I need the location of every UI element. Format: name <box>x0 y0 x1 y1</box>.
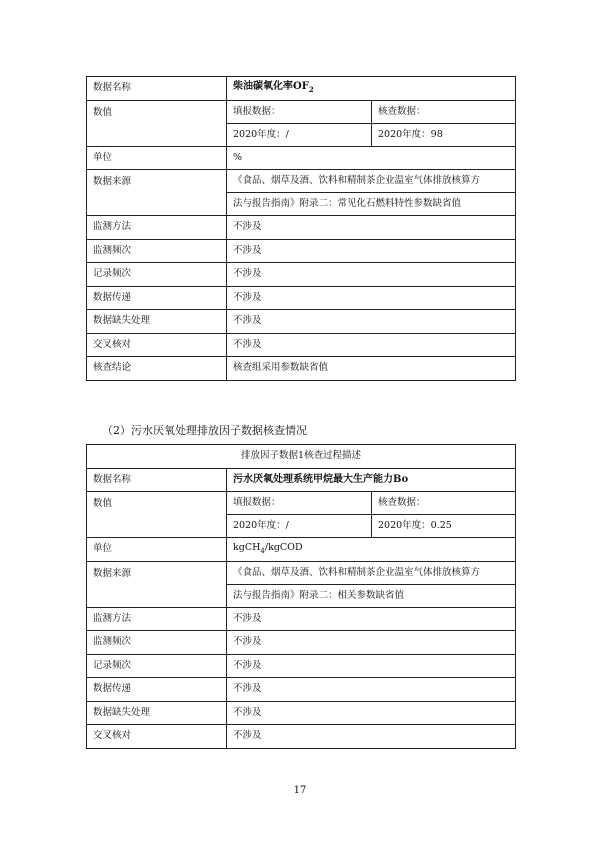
record-frequency-label: 记录频次 <box>87 263 227 287</box>
monitoring-method-label: 监测方法 <box>87 216 227 240</box>
source-label: 数据来源 <box>87 170 227 216</box>
monitoring-frequency-label: 监测频次 <box>87 239 227 263</box>
reported-data-value: 2020年度：/ <box>227 123 372 146</box>
record-frequency-value: 不涉及 <box>227 263 516 287</box>
checked-data-value: 2020年度：0.25 <box>372 515 516 538</box>
missing-data-label: 数据缺失处理 <box>87 310 227 334</box>
data-transfer-value: 不涉及 <box>227 286 516 310</box>
wastewater-factor-table <box>86 444 516 749</box>
reported-data-label: 填报数据： <box>227 492 372 515</box>
cross-check-value: 不涉及 <box>227 725 516 749</box>
checked-data-label: 核查数据： <box>372 492 516 515</box>
data-name-label: 数据名称 <box>87 468 227 492</box>
section-title: （2）污水厌氧处理排放因子数据核查情况 <box>102 424 307 437</box>
monitoring-frequency-value: 不涉及 <box>227 631 516 655</box>
checked-data-value: 2020年度：98 <box>372 123 516 146</box>
monitoring-method-value: 不涉及 <box>227 607 516 631</box>
data-name-value: 柴油碳氧化率$OF_2$ <box>227 77 516 101</box>
monitoring-method-value: 不涉及 <box>227 216 516 240</box>
conclusion-label: 核查结论 <box>87 357 227 381</box>
unit-value: kgCH$_4$/kgCOD <box>227 538 516 562</box>
missing-data-value: 不涉及 <box>227 310 516 334</box>
source-label: 数据来源 <box>87 561 227 607</box>
checked-data-label: 核查数据： <box>372 100 516 123</box>
unit-value: % <box>227 146 516 170</box>
missing-data-label: 数据缺失处理 <box>87 701 227 725</box>
data-transfer-label: 数据传递 <box>87 286 227 310</box>
reported-data-value: 2020年度：/ <box>227 515 372 538</box>
table-header: 排放因子数据1核查过程描述 <box>87 445 516 469</box>
record-frequency-value: 不涉及 <box>227 654 516 678</box>
monitoring-frequency-label: 监测频次 <box>87 631 227 655</box>
fuel-oxidation-table <box>86 76 516 381</box>
value-label: 数值 <box>87 492 227 538</box>
monitoring-method-label: 监测方法 <box>87 607 227 631</box>
record-frequency-label: 记录频次 <box>87 654 227 678</box>
source-line-1: 《食品、烟草及酒、饮料和精制茶企业温室气体排放核算方 <box>227 170 516 193</box>
data-name-label: 数据名称 <box>87 77 227 101</box>
cross-check-label: 交叉核对 <box>87 725 227 749</box>
page-number: 17 <box>293 785 307 796</box>
data-transfer-label: 数据传递 <box>87 678 227 702</box>
data-name-value: 污水厌氧处理系统甲烷最大生产能力Bo <box>227 468 516 492</box>
data-transfer-value: 不涉及 <box>227 678 516 702</box>
source-line-2: 法与报告指南》附录二：常见化石燃料特性参数缺省值 <box>227 193 516 216</box>
source-line-2: 法与报告指南》附录二：相关参数缺省值 <box>227 584 516 607</box>
reported-data-label: 填报数据： <box>227 100 372 123</box>
monitoring-frequency-value: 不涉及 <box>227 239 516 263</box>
missing-data-value: 不涉及 <box>227 701 516 725</box>
conclusion-value: 核查组采用参数缺省值 <box>227 357 516 381</box>
cross-check-value: 不涉及 <box>227 333 516 357</box>
source-line-1: 《食品、烟草及酒、饮料和精制茶企业温室气体排放核算方 <box>227 561 516 584</box>
unit-label: 单位 <box>87 146 227 170</box>
unit-label: 单位 <box>87 538 227 562</box>
cross-check-label: 交叉核对 <box>87 333 227 357</box>
value-label: 数值 <box>87 100 227 146</box>
